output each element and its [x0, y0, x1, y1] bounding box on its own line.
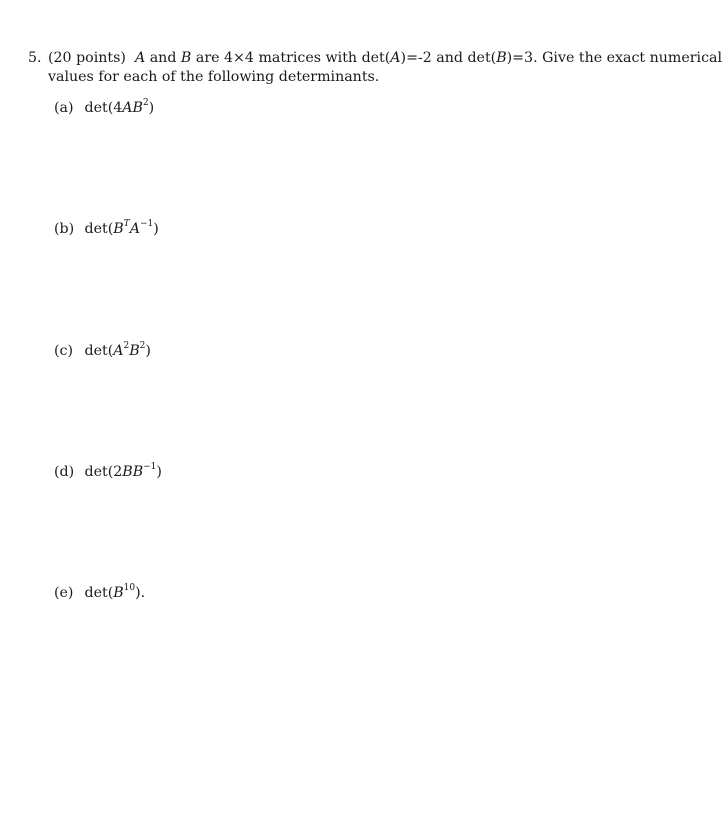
- part-a-base: AB: [122, 100, 143, 116]
- part-b-base-2: A: [129, 221, 140, 237]
- det-b-var: B: [496, 50, 507, 66]
- part-c-base-1: A: [113, 343, 124, 359]
- problem-number: 5.: [28, 50, 42, 66]
- det-b-value: )=3. Give the exact numerical: [506, 50, 723, 66]
- part-e-prefix: det(: [84, 585, 114, 601]
- part-a-prefix: det(4: [84, 100, 123, 116]
- part-c-prefix: det(: [84, 343, 114, 359]
- det-a-value: )=-2 and det(: [400, 50, 497, 66]
- problem-line-2: values for each of the following determinants.: [48, 69, 380, 85]
- problem-points: (20 points): [48, 50, 126, 66]
- matrix-b-label: B: [180, 50, 192, 66]
- and-word: and: [149, 50, 177, 66]
- part-c-suffix: ): [145, 343, 151, 359]
- part-b-base-1: B: [113, 221, 124, 237]
- det-a-var: A: [390, 50, 401, 66]
- part-d-prefix: det(2: [84, 464, 123, 480]
- problem-statement: [28, 49, 723, 87]
- part-b-prefix: det(: [84, 221, 114, 237]
- part-c: [54, 342, 151, 361]
- part-d-suffix: ): [156, 464, 162, 480]
- part-c-tag: (c): [54, 343, 74, 359]
- matrix-a-label: A: [134, 50, 146, 66]
- part-d: [54, 463, 162, 482]
- part-b-exponent-2: −1: [139, 219, 154, 230]
- statement-mid: are 4×4 matrices with det(: [195, 50, 391, 66]
- part-c-base-2: B: [129, 343, 140, 359]
- part-d-base: BB: [122, 464, 144, 480]
- part-e-base: B: [113, 585, 124, 601]
- part-d-tag: (d): [54, 464, 75, 480]
- part-d-exponent: −1: [143, 462, 157, 473]
- part-e: [54, 584, 145, 603]
- part-a-tag: (a): [54, 100, 74, 116]
- part-e-exponent: 10: [123, 583, 136, 594]
- part-c-exponent-2: 2: [139, 341, 146, 352]
- part-e-tag: (e): [54, 585, 74, 601]
- part-b-tag: (b): [54, 221, 75, 237]
- part-b-suffix: ): [153, 221, 159, 237]
- part-c-exponent-1: 2: [123, 341, 130, 352]
- part-e-suffix: ).: [135, 585, 146, 601]
- part-b: [54, 220, 159, 239]
- part-a: [54, 99, 154, 118]
- part-a-suffix: ): [148, 100, 155, 116]
- part-a-exponent: 2: [142, 98, 149, 109]
- problem-line-1: [28, 49, 723, 68]
- part-b-exponent-1: T: [123, 219, 130, 230]
